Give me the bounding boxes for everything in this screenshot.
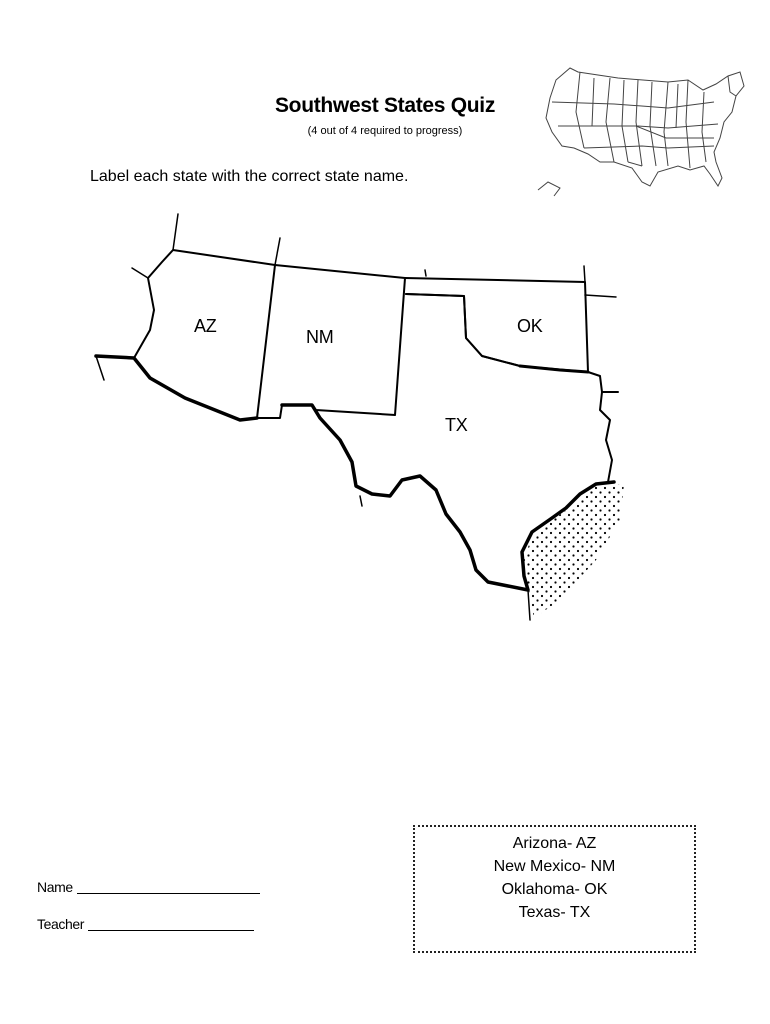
quiz-title: Southwest States Quiz bbox=[274, 94, 496, 117]
key-item-texas: Texas- TX bbox=[518, 904, 591, 921]
name-field[interactable] bbox=[37, 879, 260, 895]
quiz-subtitle: (4 out of 4 required to progress) bbox=[307, 125, 463, 137]
label-tx: TX bbox=[445, 415, 468, 435]
label-ok: OK bbox=[517, 316, 543, 336]
key-item-oklahoma: Oklahoma- OK bbox=[501, 881, 608, 898]
name-label: Name bbox=[37, 879, 73, 895]
teacher-label: Teacher bbox=[37, 916, 85, 932]
key-item-new-mexico: New Mexico- NM bbox=[493, 858, 616, 875]
label-nm: NM bbox=[306, 327, 334, 347]
answer-key-box bbox=[413, 825, 696, 953]
name-blank-line[interactable] bbox=[77, 879, 260, 894]
instructions-text: Label each state with the correct state name. bbox=[90, 168, 409, 185]
oklahoma-outline bbox=[405, 278, 588, 372]
teacher-field[interactable] bbox=[37, 916, 254, 932]
gulf-of-mexico-pattern bbox=[524, 484, 624, 618]
teacher-blank-line[interactable] bbox=[88, 916, 254, 931]
key-item-arizona: Arizona- AZ bbox=[512, 835, 597, 852]
label-az: AZ bbox=[194, 316, 217, 336]
